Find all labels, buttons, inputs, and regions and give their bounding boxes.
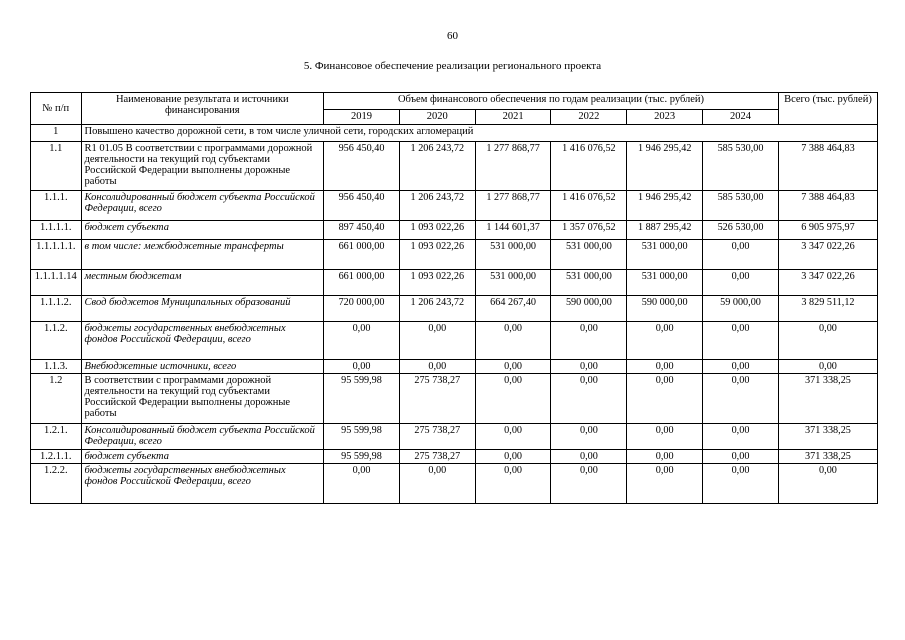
table-row bbox=[31, 322, 878, 360]
row-value: 531 000,00 bbox=[475, 240, 551, 270]
header-name: Наименование результата и источники финансирования bbox=[81, 93, 324, 125]
row-name: бюджет субъекта bbox=[81, 450, 324, 464]
row-value: 531 000,00 bbox=[627, 240, 703, 270]
row-value: 590 000,00 bbox=[551, 296, 627, 322]
row-num: 1.1 bbox=[31, 142, 82, 191]
row-value: 0,00 bbox=[324, 322, 400, 360]
row-value: 1 206 243,72 bbox=[399, 191, 475, 221]
row-value: 1 416 076,52 bbox=[551, 142, 627, 191]
row-name: в том числе: межбюджетные трансферты bbox=[81, 240, 324, 270]
section-row bbox=[31, 125, 878, 142]
row-total: 7 388 464,83 bbox=[778, 142, 877, 191]
row-value: 59 000,00 bbox=[703, 296, 779, 322]
row-value: 956 450,40 bbox=[324, 142, 400, 191]
row-value: 531 000,00 bbox=[475, 270, 551, 296]
row-value: 661 000,00 bbox=[324, 270, 400, 296]
row-value: 0,00 bbox=[551, 374, 627, 424]
row-value: 0,00 bbox=[703, 322, 779, 360]
row-value: 0,00 bbox=[627, 360, 703, 374]
row-name: бюджеты государственных внебюджетных фондов Российской Федерации, всего bbox=[81, 322, 324, 360]
row-num: 1.1.1.1.1. bbox=[31, 240, 82, 270]
row-value: 0,00 bbox=[475, 322, 551, 360]
header-num: № п/п bbox=[31, 93, 82, 125]
row-total: 3 829 511,12 bbox=[778, 296, 877, 322]
row-value: 0,00 bbox=[475, 360, 551, 374]
row-value: 1 277 868,77 bbox=[475, 191, 551, 221]
header-volume: Объем финансового обеспечения по годам реализации (тыс. рублей) bbox=[324, 93, 779, 110]
section-num: 1 bbox=[31, 125, 82, 142]
row-value: 275 738,27 bbox=[399, 424, 475, 450]
row-num: 1.2.1. bbox=[31, 424, 82, 450]
row-total: 7 388 464,83 bbox=[778, 191, 877, 221]
row-value: 531 000,00 bbox=[551, 240, 627, 270]
table-row bbox=[31, 450, 878, 464]
row-value: 0,00 bbox=[399, 464, 475, 504]
row-name: Внебюджетные источники, всего bbox=[81, 360, 324, 374]
row-total: 3 347 022,26 bbox=[778, 240, 877, 270]
header-year: 2019 bbox=[324, 110, 400, 125]
row-value: 1 416 076,52 bbox=[551, 191, 627, 221]
row-value: 0,00 bbox=[703, 450, 779, 464]
row-value: 0,00 bbox=[627, 374, 703, 424]
row-value: 0,00 bbox=[475, 424, 551, 450]
row-value: 1 357 076,52 bbox=[551, 221, 627, 240]
row-value: 590 000,00 bbox=[627, 296, 703, 322]
row-value: 1 946 295,42 bbox=[627, 142, 703, 191]
row-value: 0,00 bbox=[703, 374, 779, 424]
row-num: 1.2.1.1. bbox=[31, 450, 82, 464]
table-row bbox=[31, 191, 878, 221]
row-value: 95 599,98 bbox=[324, 424, 400, 450]
row-num: 1.1.2. bbox=[31, 322, 82, 360]
row-value: 531 000,00 bbox=[551, 270, 627, 296]
row-num: 1.1.1.1.14 bbox=[31, 270, 82, 296]
table-row bbox=[31, 270, 878, 296]
table-row bbox=[31, 424, 878, 450]
row-name: R1 01.05 В соответствии с программами дорожной деятельности на текущий год субъектами Российской Федерации выполнены дорожные работы bbox=[81, 142, 324, 191]
row-name: местным бюджетам bbox=[81, 270, 324, 296]
row-value: 0,00 bbox=[551, 360, 627, 374]
row-name: бюджет субъекта bbox=[81, 221, 324, 240]
row-value: 0,00 bbox=[551, 464, 627, 504]
row-num: 1.1.1.1. bbox=[31, 221, 82, 240]
row-total: 0,00 bbox=[778, 322, 877, 360]
table-row bbox=[31, 296, 878, 322]
row-num: 1.1.3. bbox=[31, 360, 82, 374]
row-name: бюджеты государственных внебюджетных фондов Российской Федерации, всего bbox=[81, 464, 324, 504]
row-value: 0,00 bbox=[703, 424, 779, 450]
row-value: 897 450,40 bbox=[324, 221, 400, 240]
row-value: 1 277 868,77 bbox=[475, 142, 551, 191]
row-value: 1 206 243,72 bbox=[399, 142, 475, 191]
row-value: 0,00 bbox=[703, 240, 779, 270]
row-value: 585 530,00 bbox=[703, 142, 779, 191]
table-row bbox=[31, 464, 878, 504]
row-value: 720 000,00 bbox=[324, 296, 400, 322]
row-value: 1 093 022,26 bbox=[399, 221, 475, 240]
row-value: 0,00 bbox=[627, 322, 703, 360]
row-value: 0,00 bbox=[551, 450, 627, 464]
row-value: 1 093 022,26 bbox=[399, 270, 475, 296]
row-value: 1 206 243,72 bbox=[399, 296, 475, 322]
row-value: 0,00 bbox=[475, 374, 551, 424]
section-title: 5. Финансовое обеспечение реализации регионального проекта bbox=[303, 60, 602, 72]
row-value: 0,00 bbox=[703, 464, 779, 504]
row-value: 0,00 bbox=[627, 450, 703, 464]
row-num: 1.2.2. bbox=[31, 464, 82, 504]
table-row bbox=[31, 142, 878, 191]
row-value: 526 530,00 bbox=[703, 221, 779, 240]
header-year: 2022 bbox=[551, 110, 627, 125]
row-num: 1.2 bbox=[31, 374, 82, 424]
header-year: 2021 bbox=[475, 110, 551, 125]
row-value: 0,00 bbox=[551, 424, 627, 450]
row-value: 0,00 bbox=[399, 360, 475, 374]
row-value: 1 093 022,26 bbox=[399, 240, 475, 270]
row-value: 0,00 bbox=[703, 360, 779, 374]
table-row bbox=[31, 221, 878, 240]
row-total: 0,00 bbox=[778, 360, 877, 374]
row-value: 585 530,00 bbox=[703, 191, 779, 221]
header-year: 2024 bbox=[703, 110, 779, 125]
row-num: 1.1.1. bbox=[31, 191, 82, 221]
row-total: 0,00 bbox=[778, 464, 877, 504]
row-value: 0,00 bbox=[627, 424, 703, 450]
row-value: 0,00 bbox=[324, 464, 400, 504]
table-row bbox=[31, 374, 878, 424]
row-value: 0,00 bbox=[703, 270, 779, 296]
row-value: 275 738,27 bbox=[399, 374, 475, 424]
row-value: 0,00 bbox=[475, 450, 551, 464]
row-name: Свод бюджетов Муниципальных образований bbox=[81, 296, 324, 322]
row-value: 0,00 bbox=[627, 464, 703, 504]
row-value: 95 599,98 bbox=[324, 450, 400, 464]
financing-table bbox=[30, 92, 878, 504]
row-value: 661 000,00 bbox=[324, 240, 400, 270]
header-year: 2020 bbox=[399, 110, 475, 125]
row-value: 0,00 bbox=[475, 464, 551, 504]
header-row bbox=[31, 93, 878, 110]
row-value: 956 450,40 bbox=[324, 191, 400, 221]
row-value: 95 599,98 bbox=[324, 374, 400, 424]
page-number: 60 bbox=[447, 30, 458, 42]
row-total: 371 338,25 bbox=[778, 424, 877, 450]
row-value: 0,00 bbox=[399, 322, 475, 360]
row-num: 1.1.1.2. bbox=[31, 296, 82, 322]
row-name: Консолидированный бюджет субъекта Российской Федерации, всего bbox=[81, 191, 324, 221]
row-value: 0,00 bbox=[551, 322, 627, 360]
header-year: 2023 bbox=[627, 110, 703, 125]
header-total: Всего (тыс. рублей) bbox=[778, 93, 877, 125]
section-text: Повышено качество дорожной сети, в том числе уличной сети, городских агломераций bbox=[81, 125, 877, 142]
row-value: 1 144 601,37 bbox=[475, 221, 551, 240]
row-name: Консолидированный бюджет субъекта Российской Федерации, всего bbox=[81, 424, 324, 450]
table-row bbox=[31, 360, 878, 374]
table-row bbox=[31, 240, 878, 270]
row-total: 371 338,25 bbox=[778, 374, 877, 424]
row-value: 664 267,40 bbox=[475, 296, 551, 322]
row-value: 1 946 295,42 bbox=[627, 191, 703, 221]
row-value: 1 887 295,42 bbox=[627, 221, 703, 240]
row-name: В соответствии с программами дорожной деятельности на текущий год субъектами Российской Федерации выполнены дорожные работы bbox=[81, 374, 324, 424]
row-value: 0,00 bbox=[324, 360, 400, 374]
row-total: 371 338,25 bbox=[778, 450, 877, 464]
row-value: 275 738,27 bbox=[399, 450, 475, 464]
row-total: 6 905 975,97 bbox=[778, 221, 877, 240]
row-total: 3 347 022,26 bbox=[778, 270, 877, 296]
row-value: 531 000,00 bbox=[627, 270, 703, 296]
